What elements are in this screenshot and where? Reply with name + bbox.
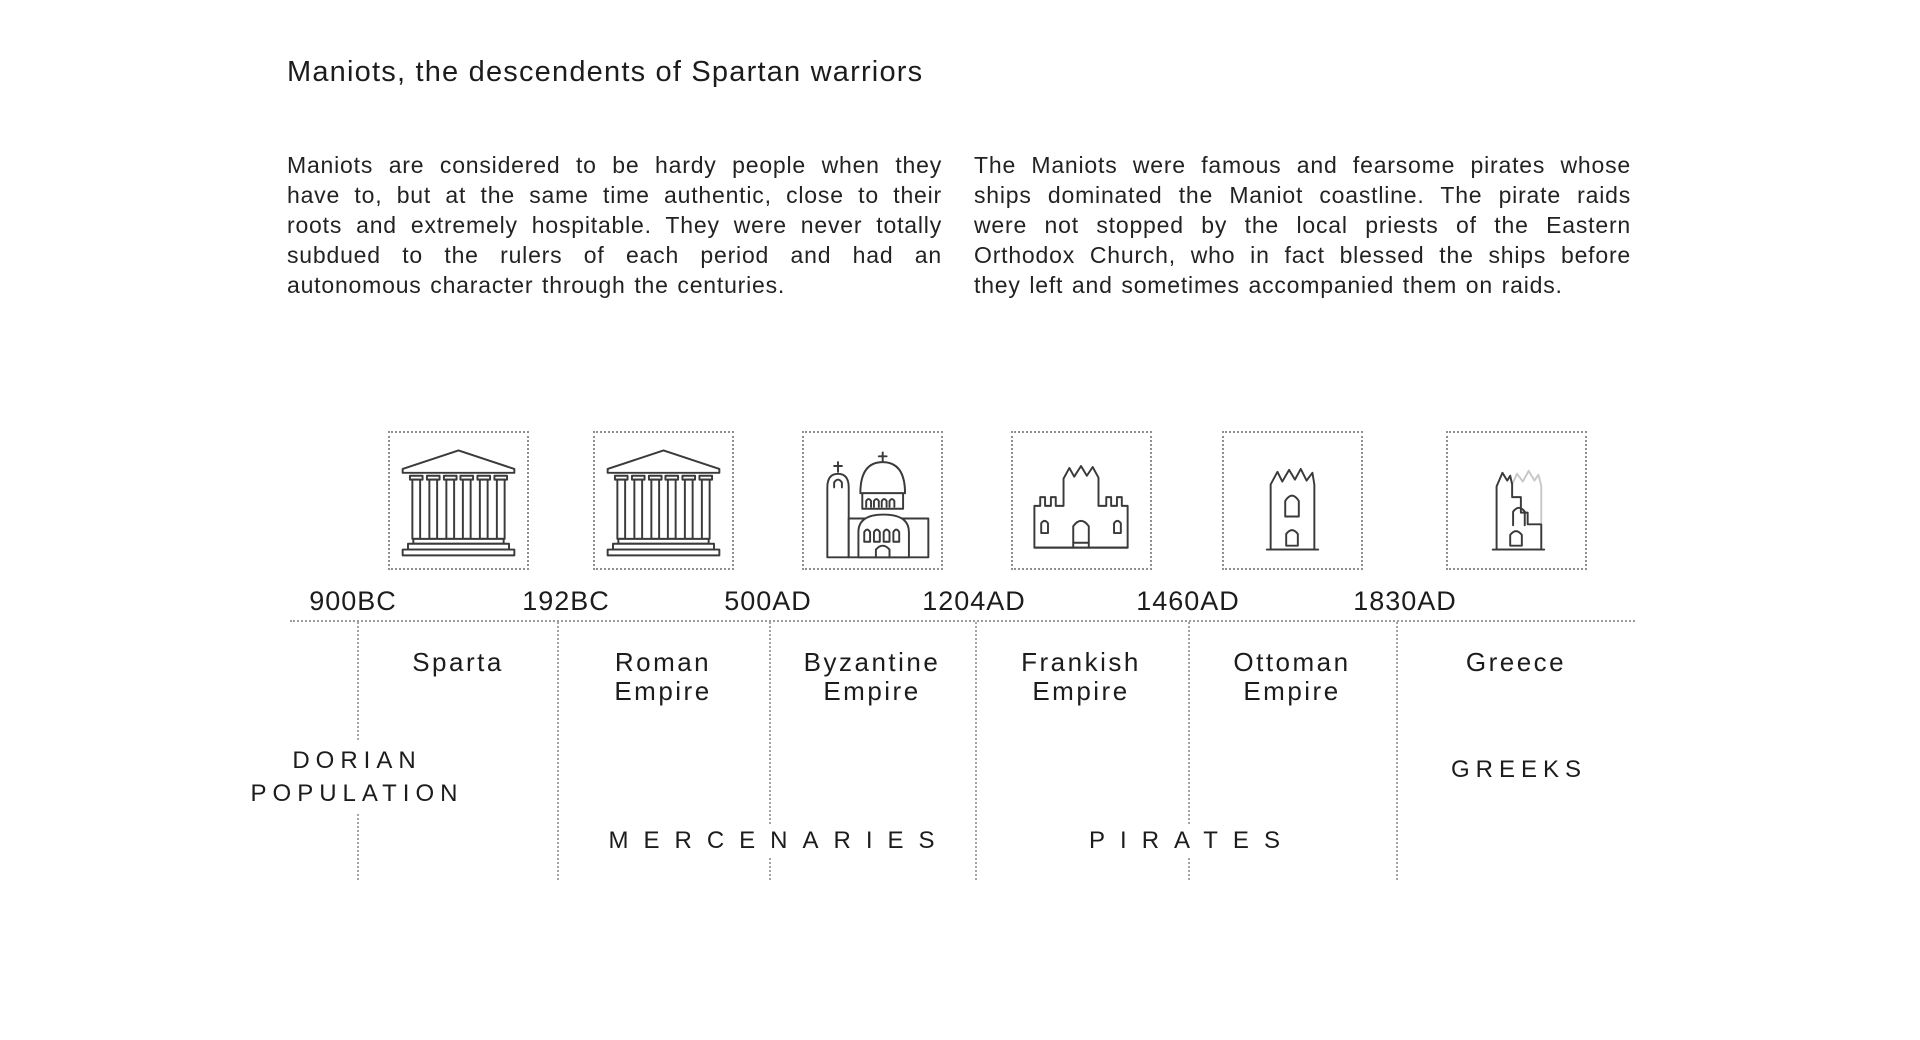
page-title: Maniots, the descendents of Spartan warriors: [287, 56, 924, 88]
era-label-roman: Roman Empire: [614, 647, 712, 706]
greek-temple-icon: [595, 433, 732, 568]
byzantine-church-icon: [804, 433, 941, 568]
era-divider-192bc: [557, 622, 559, 880]
date-label-192bc: 192BC: [522, 586, 610, 616]
population-label-dorian: DORIAN POPULATION: [241, 742, 474, 812]
greek-temple-icon: [390, 433, 527, 568]
era-label-sparta: Sparta: [412, 647, 504, 677]
ottoman-tower-icon: [1224, 433, 1361, 568]
icon-box-ottoman: [1222, 431, 1363, 570]
era-divider-1204ad: [975, 622, 977, 880]
frankish-castle-icon: [1013, 433, 1150, 568]
era-label-byzantine: Byzantine Empire: [803, 647, 941, 706]
date-label-900bc: 900BC: [309, 586, 397, 616]
icon-box-frankish: [1011, 431, 1152, 570]
era-label-ottoman: Ottoman Empire: [1233, 647, 1351, 706]
date-label-1830ad: 1830AD: [1353, 586, 1457, 616]
population-label-greeks: GREEKS: [1447, 751, 1591, 788]
icon-box-sparta: [388, 431, 529, 570]
era-divider-1830ad: [1396, 622, 1398, 880]
icon-box-roman: [593, 431, 734, 570]
era-label-greece: Greece: [1465, 647, 1567, 677]
era-label-frankish: Frankish Empire: [1021, 647, 1141, 706]
intro-paragraph: Maniots are considered to be hardy people when they have to, but at the same time authentic, close to their roots and extremely hospitable. They were never totally subdued to the rulers of each period and had an autonomous character through the centuries.: [287, 152, 942, 298]
date-label-1460ad: 1460AD: [1136, 586, 1240, 616]
ruined-maniot-tower-icon: [1448, 433, 1585, 568]
icon-box-byzantine: [802, 431, 943, 570]
icon-box-greece: [1446, 431, 1587, 570]
date-label-1204ad: 1204AD: [922, 586, 1026, 616]
date-label-500ad: 500AD: [724, 586, 812, 616]
role-label-mercenaries: MERCENARIES: [602, 825, 955, 857]
role-label-pirates: PIRATES: [1083, 825, 1301, 857]
timeline-axis: [290, 620, 1635, 622]
pirates-paragraph: The Maniots were famous and fearsome pirates whose ships dominated the Maniot coastline. The pirate raids were not stopped by the local priests of the Eastern Orthodox Church, who in fact blessed the ships before they left and sometimes accompanied them on raids.: [974, 152, 1631, 298]
